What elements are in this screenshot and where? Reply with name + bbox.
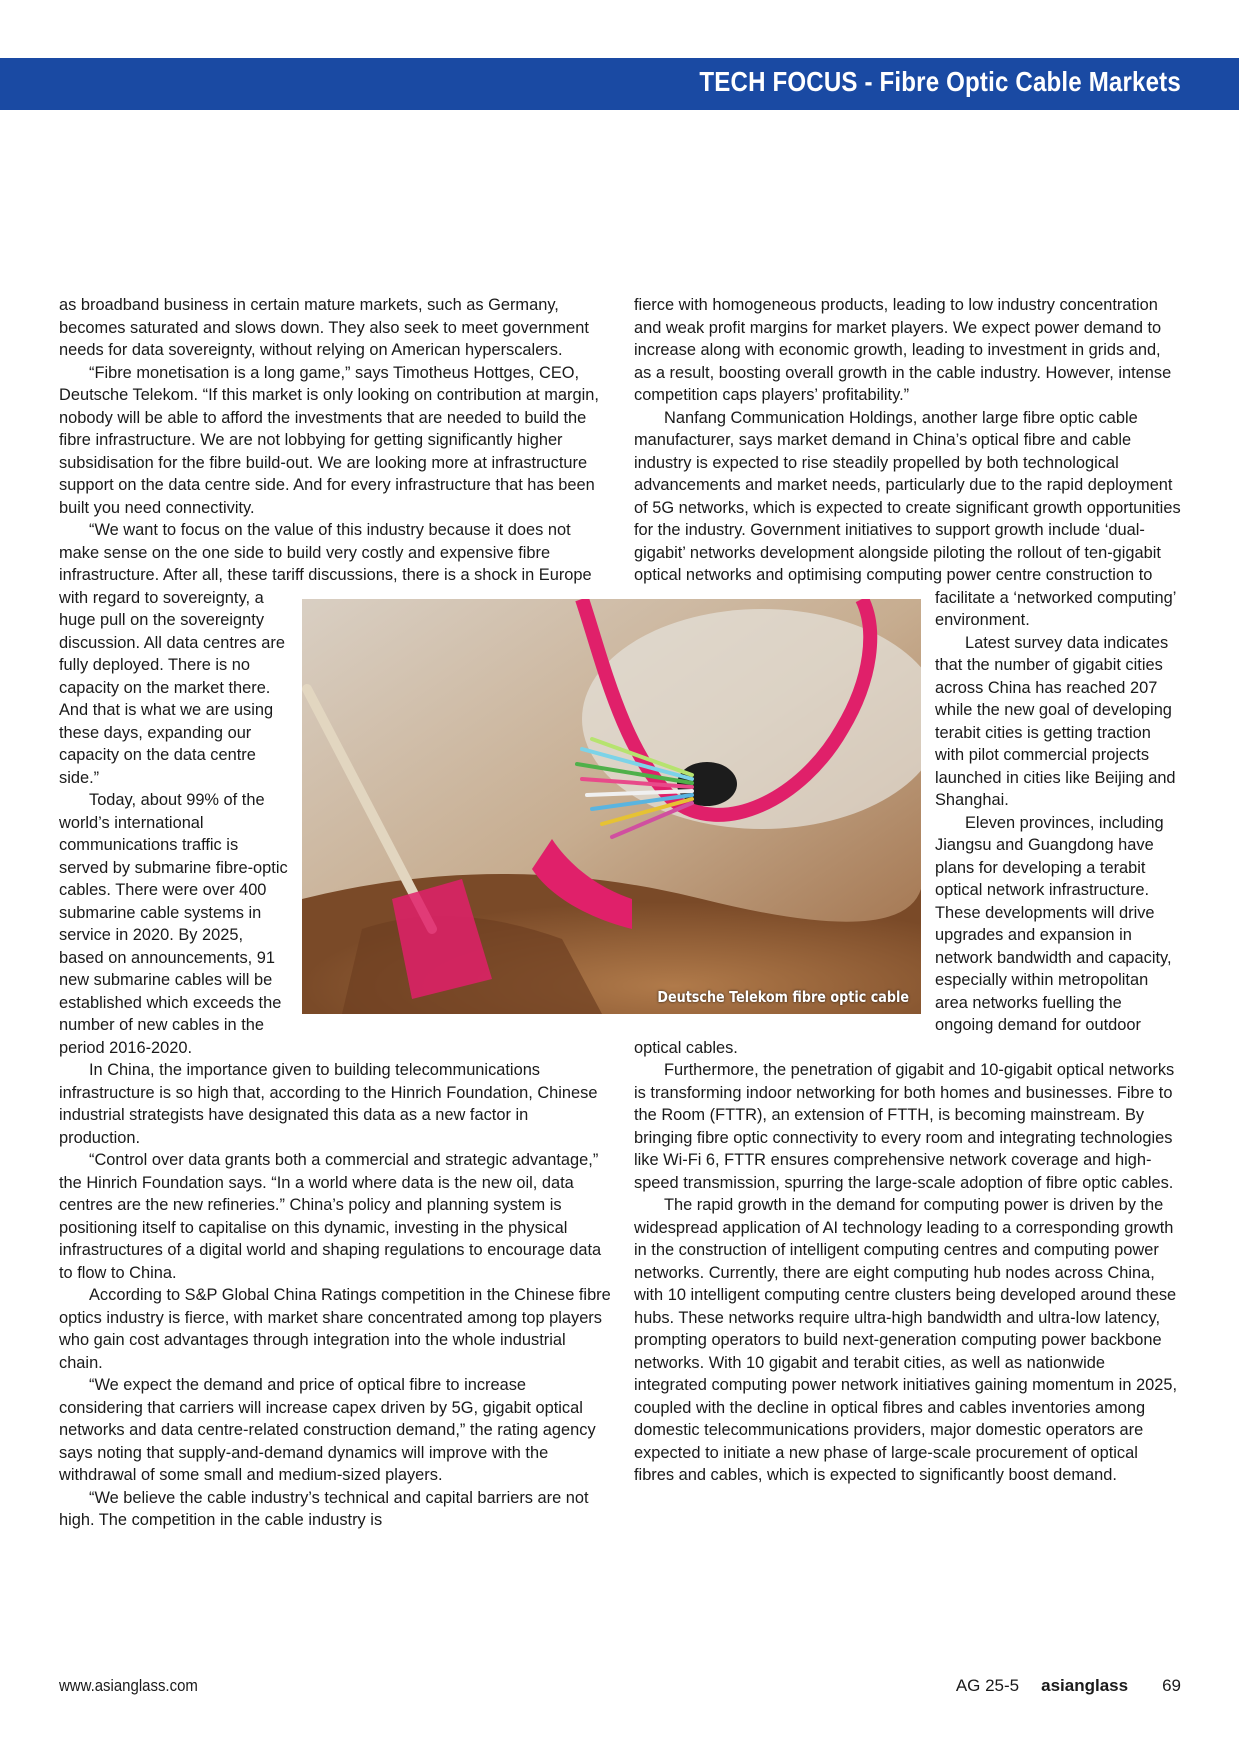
section-title: TECH FOCUS - Fibre Optic Cable Markets bbox=[699, 66, 1181, 97]
paragraph: The rapid growth in the demand for computing power is driven by the widespread application of AI technology leading to a corresponding growth in the construction of intelligent computing centres and computing power networks. Currently, there are eight computing hub nodes across China, with 10 intelligent computing centre clusters being developed around these hubs. These networks require ultra-high bandwidth and ultra-low latency, prompting operators to build next-generation computing power backbone networks. With 10 gigabit and terabit cities, as well as nationwide integrated computing power network initiatives gaining momentum in 2025, coupled with the decline in optical fibres and cables inventories among domestic telecommunications providers, major domestic operators are expected to initiate a new phase of large-scale procurement of optical fibres and cables, which is expected to significantly boost demand. bbox=[634, 1196, 1178, 1484]
paragraph: “Fibre monetisation is a long game,” says Timotheus Hottges, CEO, Deutsche Telekom. “If this market is only looking on contribution at margin, nobody will be able to afford the investments that are needed to build the fibre infrastructure. We are not lobbying for getting significantly higher subsidisation for the fibre build-out. We are looking more at infrastructure support on the data centre side. And for every infrastructure that has been built you need connectivity. bbox=[59, 363, 599, 517]
paragraph: “We believe the cable industry’s technical and capital barriers are not high. The competition in the cable industry is bbox=[59, 1488, 589, 1529]
photo-illustration bbox=[302, 599, 921, 1014]
footer-info bbox=[956, 1676, 1181, 1696]
paragraph: Eleven provinces, including Jiangsu and Guangdong have plans for developing a terabit optical network infrastructure. These developments will drive upgrades and expansion in network bandwidth and capacity, especially within metropolitan area networks fuelling the ongoing demand for outdoor optical cables. bbox=[634, 813, 1172, 1057]
paragraph: as broadband business in certain mature markets, such as Germany, becomes saturated and slows down. They also seek to meet government needs for data sovereignty, without relying on American hyperscalers. bbox=[59, 296, 589, 359]
paragraph: Nanfang Communication Holdings, another large fibre optic cable manufacturer, says market demand in China’s optical fibre and cable industry is expected to rise steadily propelled by both technological advancements and market needs, particularly due to the rapid deployment of 5G networks, which is expected to create significant growth opportunities for the industry. Government initiatives to support growth include ‘dual-gigabit’ networks development alongside piloting the rollout of ten-gigabit optical networks and optimising computing power centre construction to facilitate a ‘networked computing’ environment. bbox=[634, 407, 1182, 632]
fibre-cable-photo bbox=[302, 599, 921, 1014]
page-number: 69 bbox=[1162, 1676, 1181, 1695]
issue-number: AG 25-5 bbox=[955, 1676, 1020, 1695]
paragraph: “Control over data grants both a commercial and strategic advantage,” the Hinrich Foundation says. “In a world where data is the new oil, data centres are the new refineries.” China’s policy and planning system is positioning itself to capitalise on this dynamic, investing in the physical infrastructures of a digital world and shaping regulations to encourage data to flow to China. bbox=[59, 1151, 602, 1282]
magazine-brand: asianglass bbox=[1041, 1676, 1129, 1695]
paragraph: Today, about 99% of the world’s international communications traffic is served by submarine fibre-optic cables. There were over 400 submarine cable systems in service in 2020. By 2025, based on announcements, 91 new submarine cables will be established which exceeds the number of new cables in the period 2016-2020. bbox=[59, 791, 288, 1057]
paragraph: “We expect the demand and price of optical fibre to increase considering that carriers will increase capex driven by 5G, gigabit optical networks and data centre-related construction demand,” the rating agency says noting that supply-and-demand dynamics will improve with the withdrawal of some small and medium-sized players. bbox=[59, 1376, 596, 1484]
paragraph: fierce with homogeneous products, leading to low industry concentration and weak profit margins for market players. We expect power demand to increase along with economic growth, leading to investment in grids and, as a result, boosting overall growth in the cable industry. However, intense competition caps players’ profitability.” bbox=[634, 296, 1172, 404]
paragraph: According to S&P Global China Ratings competition in the Chinese fibre optics industry is fierce, with market share concentrated among top players who gain cost advantages through integration into the whole industrial chain. bbox=[59, 1286, 611, 1372]
paragraph: Latest survey data indicates that the number of gigabit cities across China has reached 207 while the new goal of developing terabit cities is getting traction with pilot commercial projects launched in cities like Beijing and Shanghai. bbox=[935, 633, 1176, 809]
photo-caption: Deutsche Telekom fibre optic cable bbox=[657, 988, 909, 1006]
website-link[interactable]: www.asianglass.com bbox=[59, 1676, 198, 1695]
paragraph: “We want to focus on the value of this industry because it does not make sense on the one side to build very costly and expensive fibre infrastructure. After all, these tariff discussions, there is a shock in Europe with regard to sovereignty, a huge pull on the sovereignty discussion. All data centres are fully deployed. There is no capacity on the market there. And that is what we are using these days, expanding our capacity on the data centre side.” bbox=[59, 519, 611, 789]
footer-url[interactable] bbox=[59, 1676, 198, 1696]
paragraph: Furthermore, the penetration of gigabit and 10-gigabit optical networks is transforming indoor networking for both homes and businesses. Fibre to the Room (FTTR), an extension of FTTH, is becoming mainstream. By bringing fibre optic connectivity to every room and integrating technologies like Wi-Fi 6, FTTR ensures comprehensive network coverage and high-speed transmission, spurring the large-scale adoption of fibre optic cables. bbox=[634, 1061, 1175, 1192]
header-banner bbox=[0, 58, 1239, 110]
paragraph: In China, the importance given to building telecommunications infrastructure is so high that, according to the Hinrich Foundation, Chinese industrial strategists have designated this data as a new factor in production. bbox=[59, 1061, 598, 1147]
